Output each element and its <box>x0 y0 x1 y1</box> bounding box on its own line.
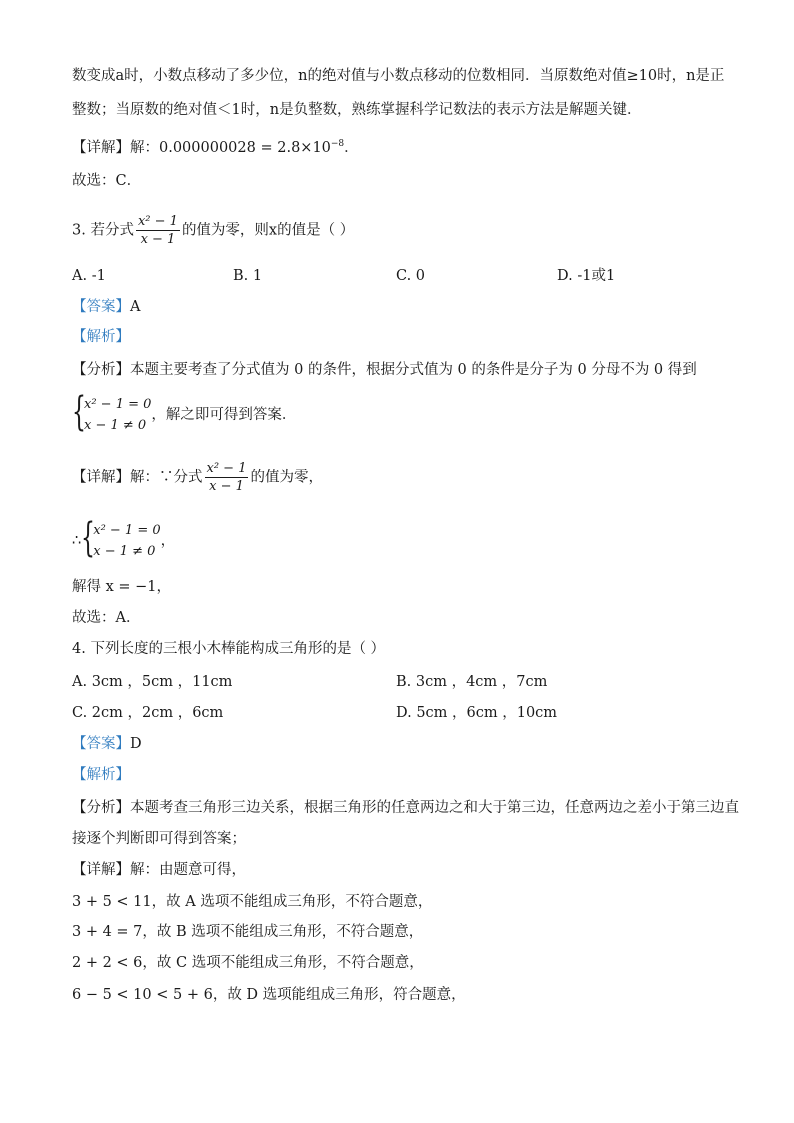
step-line: 3 + 4 = 7，故 B 选项不能组成三角形，不符合题意， <box>72 924 424 940</box>
option-a: A. -1 <box>72 268 106 284</box>
choice-line: 故选：C． <box>72 173 142 189</box>
fraction-denominator: x − 1 <box>140 232 176 247</box>
analysis-text: 本题主要考查了分式值为 0 的条件，根据分式值为 0 的条件是分子为 0 分母不为 0 得到 <box>130 362 697 378</box>
analysis-text: 本题考查三角形三边关系，根据三角形的任意两边之和大于第三边，任意两边之差小于第三边直 <box>130 800 739 816</box>
therefore-line <box>72 515 176 562</box>
equation-row: x² − 1 = 0 <box>93 523 161 538</box>
detail-end: ． <box>344 139 359 156</box>
detail-tag: 【详解】 <box>72 862 130 878</box>
fraction-denominator: x − 1 <box>209 479 244 494</box>
exponent: −8 <box>330 139 345 149</box>
analysis-line: 接逐个判断即可得到答案； <box>72 831 246 847</box>
step-line: 3 + 5 < 11，故 A 选项不能组成三角形，不符合题意， <box>72 894 433 910</box>
equation-row: x − 1 ≠ 0 <box>93 544 156 559</box>
option-b: B. 3cm ，4cm ，7cm <box>396 674 548 690</box>
equation-row: x² − 1 = 0 <box>84 397 152 412</box>
detail-tag: 【详解】 <box>72 139 130 156</box>
fraction-numerator: x² − 1 <box>206 461 247 476</box>
system-after-text: ，解之即可得到答案． <box>151 407 297 423</box>
analysis-tag: 【解析】 <box>72 767 130 783</box>
answer-value: D <box>130 736 142 752</box>
fraction-numerator: x² − 1 <box>137 214 178 229</box>
detail-tag: 【详解】 <box>72 469 130 486</box>
answer-tag: 【答案】 <box>72 736 130 752</box>
therefore-symbol: ∴ <box>72 533 82 549</box>
option-d: D. 5cm ，6cm ，10cm <box>396 705 558 721</box>
equation-system-line <box>72 389 297 436</box>
equation-system <box>72 389 152 436</box>
detail-line <box>72 861 246 879</box>
step-line: 6 − 5 < 10 < 5 + 6，故 D 选项能组成三角形，符合题意， <box>72 987 466 1003</box>
answer-tag: 【答案】 <box>72 299 130 315</box>
choice-line: 故选：A． <box>72 610 141 626</box>
analysis-line <box>72 799 739 817</box>
detail-line <box>72 135 359 157</box>
option-d: D. -1或1 <box>557 268 616 284</box>
fraction <box>136 213 180 248</box>
brace-icon: { <box>72 389 86 435</box>
analysis-sub-tag: 【分析】 <box>72 362 130 378</box>
question-3-stem <box>72 213 354 248</box>
system-after-text: ， <box>160 533 176 549</box>
option-b: B. 1 <box>233 268 263 284</box>
question-4-stem: 4. 下列长度的三根小木棒能构成三角形的是（ ） <box>72 641 386 657</box>
detail-text: 解：∵分式 <box>130 469 203 486</box>
question-3-prefix: 3. 若分式 <box>72 222 134 239</box>
solve-line: 解得 x = −1， <box>72 579 172 595</box>
analysis-sub-tag: 【分析】 <box>72 800 130 816</box>
brace-icon: { <box>81 515 96 561</box>
option-c: C. 2cm ，2cm ，6cm <box>72 705 224 721</box>
fraction <box>205 460 249 495</box>
analysis-tag: 【解析】 <box>72 329 130 345</box>
answer-line <box>72 298 140 316</box>
text-line: 整数；当原数的绝对值＜1时，n是负整数，熟练掌握科学记数法的表示方法是解题关键． <box>72 102 642 118</box>
detail-text: 解：0.000000028 = 2.8×10 <box>130 139 331 156</box>
question-3-suffix: 的值为零，则x的值是（ ） <box>181 222 355 239</box>
detail-text: 解：由题意可得， <box>130 862 246 878</box>
text-line: 数变成a时，小数点移动了多少位，n的绝对值与小数点移动的位数相同．当原数绝对值≥10时，n是正 <box>72 68 725 84</box>
equation-row: x − 1 ≠ 0 <box>84 418 147 433</box>
option-a: A. 3cm ，5cm ，11cm <box>72 674 233 690</box>
option-c: C. 0 <box>396 268 426 284</box>
answer-value: A <box>130 299 141 315</box>
equation-system <box>81 515 161 562</box>
detail-after: 的值为零， <box>250 469 323 486</box>
analysis-line <box>72 361 697 379</box>
step-line: 2 + 2 < 6，故 C 选项不能组成三角形，不符合题意， <box>72 955 424 971</box>
detail-line <box>72 460 323 495</box>
answer-line <box>72 735 142 753</box>
